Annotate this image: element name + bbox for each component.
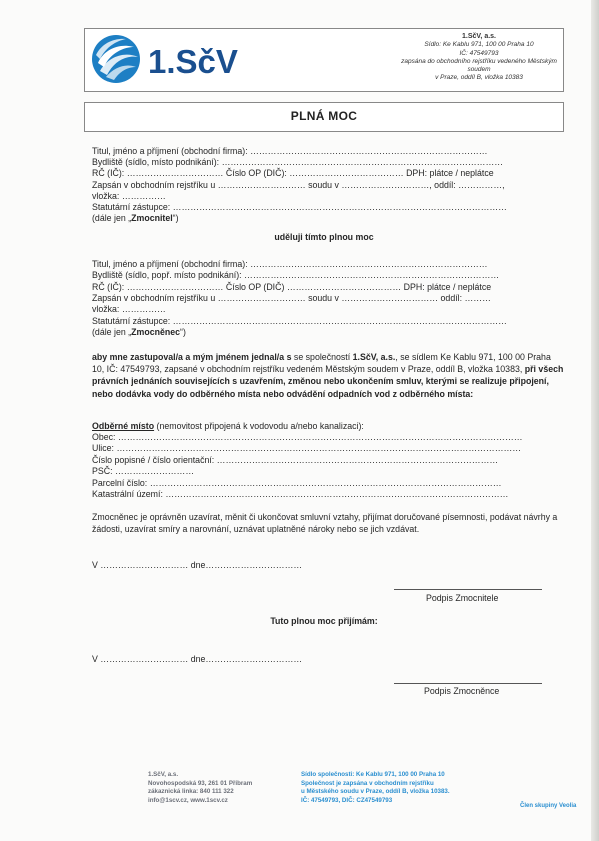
mandate-paragraph: aby mne zastupoval/a a mým jménem jednal/a s se společností 1.SčV, a.s., se sídlem Ke Kablu 971, 100 00 Praha 10, IČ: 47549793, zapsané v obchodním rejstříku vedeném Městským soudem v Praze, oddíl B, vložka 10383, při všech právních jednáních souvisejících s uzavřením, změnou nebo ukončením smluv, kterými se realizuje připojení, nebo dodávka vody do odběrného místa nebo odvádění odpadních vod z odběrného místa: [92,352,564,399]
zmocnitel-vlozka-field[interactable]: vložka: …………… [92,191,166,201]
cislo-field[interactable]: Číslo popisné / číslo orientační: …………………………………………………………………………………… [92,455,499,465]
company-registry-1: zapsána do obchodního rejstříku vedeného Městským soudem [401,57,557,74]
sign2-label: Podpis Zmocněnce [424,686,500,696]
authority-paragraph: Zmocněnec je oprávněn uzavírat, měnit či ukončovat smluvní vztahy, přijímat doručované písemnosti, podávat návrhy a žádosti, uzavírat smíry a narovnání, uznávat uplatněné nároky nebo se jich vzdávat. [92,512,558,535]
sign1-label: Podpis Zmocnitele [426,593,499,603]
zmocnitel-name-field[interactable]: Titul, jméno a příjmení (obchodní firma): ……………………………………………………………………… [92,146,488,156]
water-swirl-icon [92,35,140,83]
odberne-heading-title: Odběrné místo [92,421,155,431]
logo-text: 1.SčV [148,43,238,80]
zmocnenec-statutory-field[interactable]: Statutární zástupce: …………………………………………………………………………………………………… [92,316,507,326]
page-edge-shadow [591,0,599,841]
company-registry-2: v Praze, oddíl B, vložka 10383 [435,74,523,82]
odberne-heading: Odběrné místo (nemovitost připojená k vodovodu a/nebo kanalizaci): [92,421,364,431]
company-logo [90,33,260,85]
katastralni-field[interactable]: Katastrální území: ……………………………………………………………………………………………………… [92,489,509,499]
ulice-field[interactable]: Ulice: ………………………………………………………………………………………………………………………… [92,443,522,453]
footer-web-link[interactable]: info@1scv.cz, www.1scv.cz [148,796,228,804]
zmocnitel-address-field[interactable]: Bydliště (sídlo, místo podnikání): …………………………………………………………………………………… [92,157,504,167]
zmocnenec-alias-bold: Zmocněnec [131,327,181,337]
zmocnenec-registry-field[interactable]: Zapsán v obchodním rejstříku u ………………………… soudu v …………………………… oddíl: ……… [92,293,491,303]
acceptance-statement: Tuto plnou moc přijímám: [270,616,378,626]
obec-field[interactable]: Obec: ………………………………………………………………………………………………………………………… [92,432,523,442]
footer-contact: 1.SčV, a.s. Novohospodská 93, 261 01 Příbram zákaznická linka: 840 111 322 info@1scv.cz, www.1scv.cz [148,771,253,804]
document-title: PLNÁ MOC [290,109,358,123]
zmocnenec-address-field[interactable]: Bydliště (sídlo, popř. místo podnikání): …………………………………………………………………………… [92,270,500,280]
zmocnitel-alias: (dále jen „Zmocnitel“) [92,213,179,223]
psc-field[interactable]: PSČ: ……………………… [92,466,195,476]
zmocnitel-id-field[interactable]: RČ (IČ): …………………………… Číslo OP (DIČ): ………………………………… DPH: plátce / neplátce [92,168,494,178]
footer-registry: Sídlo společnosti: Ke Kablu 971, 100 00 Praha 10 Společnost je zapsána v obchodním rejstříku u Městského soudu v Praze, oddíl B, vložka 10383. IČ: 47549793, DIČ: CZ47549793 [301,771,450,804]
sign2-place-date-field[interactable]: V ………………………… dne…………………………… [92,654,303,664]
zmocnenec-vlozka-field[interactable]: vložka: …………… [92,304,166,314]
sign2-signature-line[interactable] [394,683,542,684]
granting-statement: uděluji tímto plnou moc [274,232,374,242]
zmocnenec-id-field[interactable]: RČ (IČ): …………………………… Číslo OP (DIČ) ………………………………… DPH: plátce / neplátce [92,282,492,292]
company-name: 1.SčV, a.s. [462,33,496,40]
footer-group-member: Člen skupiny Veolia [520,803,577,809]
zmocnitel-alias-bold: Zmocnitel [131,213,173,223]
zmocnenec-alias: (dále jen „Zmocněnec“) [92,327,186,337]
sign1-place-date-field[interactable]: V ………………………… dne…………………………… [92,560,303,570]
zmocnenec-name-field[interactable]: Titul, jméno a příjmení (obchodní firma): ……………………………………………………………………… [92,259,488,269]
company-ico: IČ: 47549793 [459,49,499,57]
zmocnitel-registry-field[interactable]: Zapsán v obchodním rejstříku u ………………………… soudu v …………………………, oddíl: ……………, [92,180,505,190]
sign1-signature-line[interactable] [394,589,542,590]
company-address: Sídlo: Ke Kablu 971, 100 00 Praha 10 [424,41,534,49]
company-info [398,33,560,83]
zmocnitel-statutory-field[interactable]: Statutární zástupce: …………………………………………………………………………………………………… [92,202,507,212]
parcelni-field[interactable]: Parcelní číslo: ………………………………………………………………………………………………………… [92,478,502,488]
